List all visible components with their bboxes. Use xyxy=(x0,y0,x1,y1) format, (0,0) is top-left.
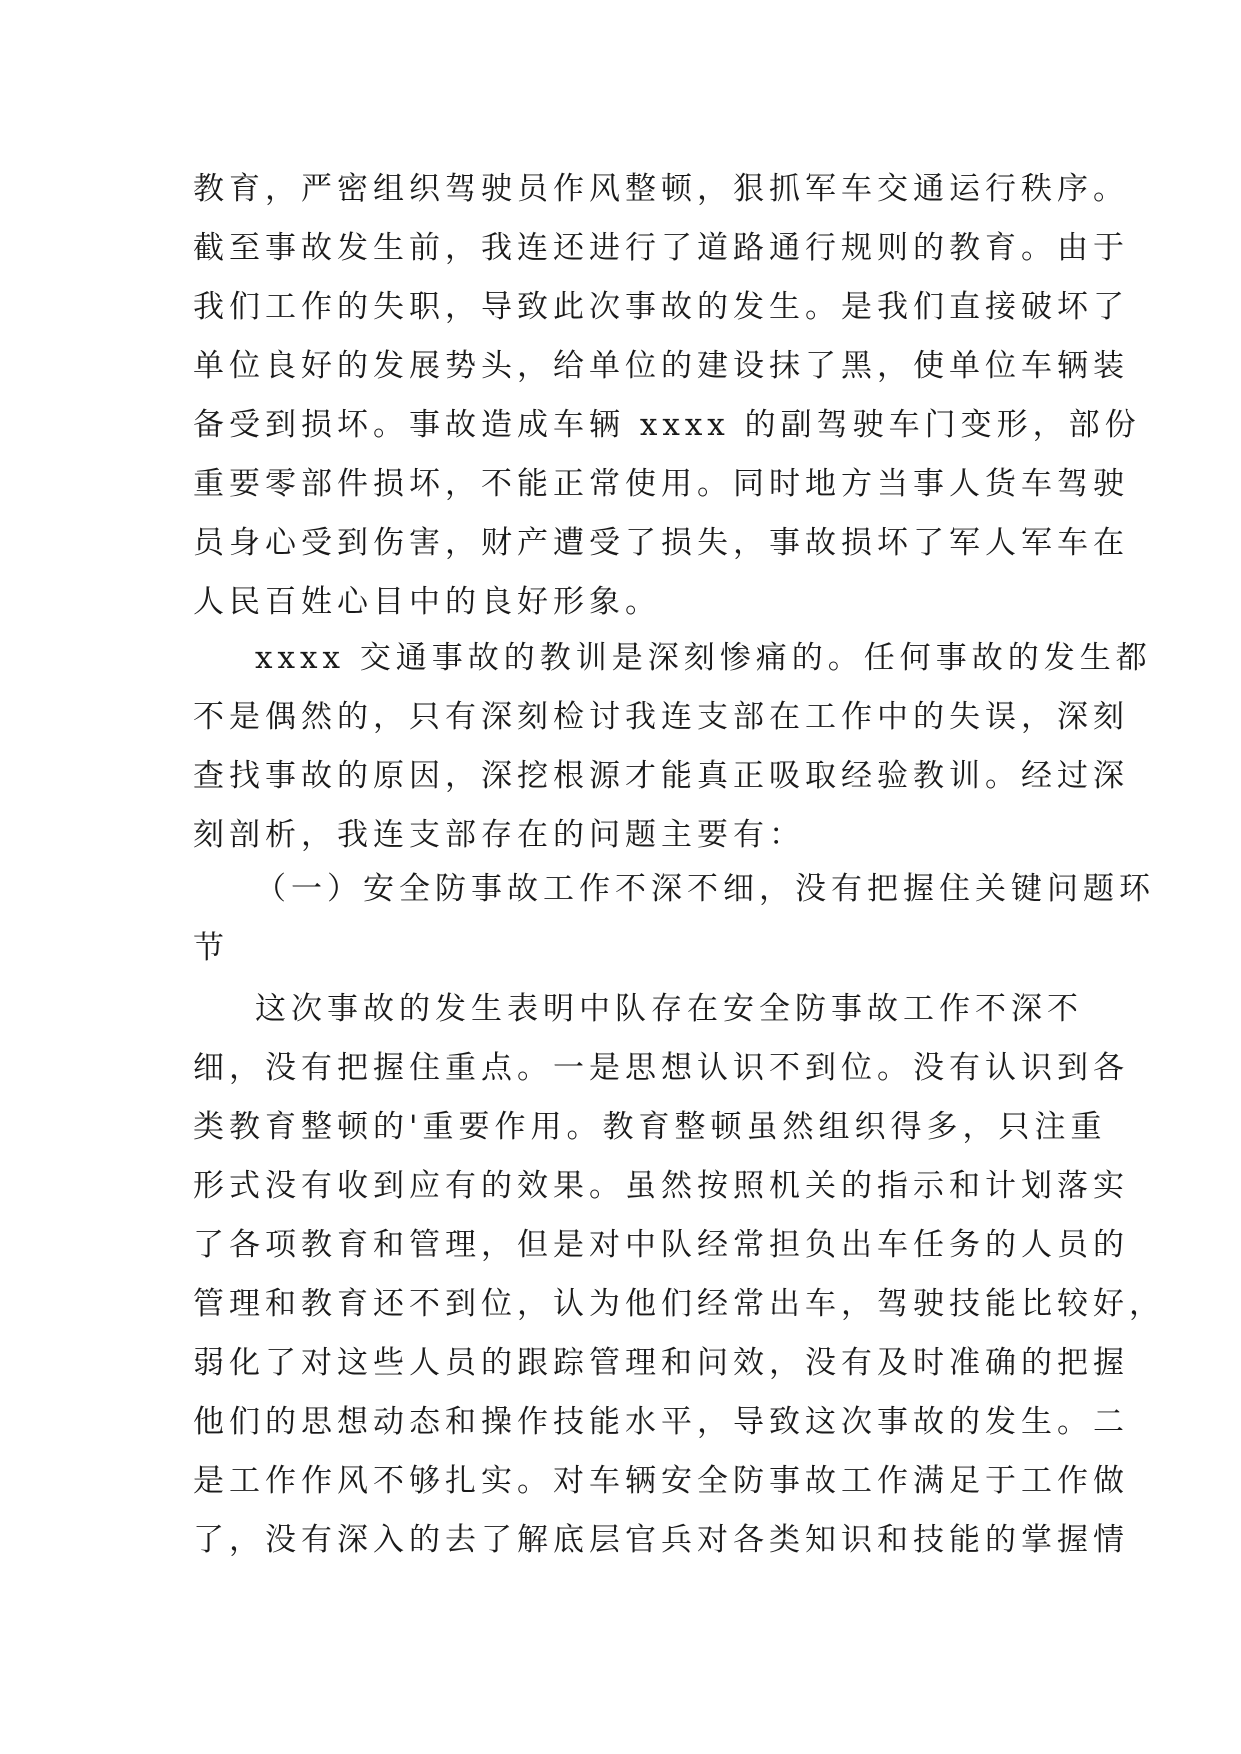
text-line: 了各项教育和管理，但是对中队经常担负出车任务的人员的 xyxy=(193,1227,1129,1263)
text-line: 这次事故的发生表明中队存在安全防事故工作不深不 xyxy=(255,991,1083,1027)
section-heading xyxy=(193,860,1155,978)
text-line: 人民百姓心目中的良好形象。 xyxy=(193,584,661,620)
text-line: 类教育整顿的'重要作用。教育整顿虽然组织得多，只注重 xyxy=(193,1109,1107,1145)
text-line: 员身心受到伤害，财产遭受了损失，事故损坏了军人军车在 xyxy=(193,525,1129,561)
text-line: 重要零部件损坏，不能正常使用。同时地方当事人货车驾驶 xyxy=(193,466,1129,502)
text-line: 单位良好的发展势头，给单位的建设抹了黑，使单位车辆装 xyxy=(193,348,1129,384)
text-line: 备受到损坏。事故造成车辆 xxxx 的副驾驶车门变形，部份 xyxy=(193,407,1141,443)
text-line: 刻剖析，我连支部存在的问题主要有： xyxy=(193,817,805,853)
text-line: 了，没有深入的去了解底层官兵对各类知识和技能的掌握情 xyxy=(193,1522,1129,1558)
paragraph xyxy=(193,160,1141,632)
text-line: （一）安全防事故工作不深不细，没有把握住关键问题环 xyxy=(255,871,1155,907)
text-line: 他们的思想动态和操作技能水平，导致这次事故的发生。二 xyxy=(193,1404,1129,1440)
text-line: 我们工作的失职，导致此次事故的发生。是我们直接破坏了 xyxy=(193,289,1129,325)
text-line: 细，没有把握住重点。一是思想认识不到位。没有认识到各 xyxy=(193,1050,1129,1086)
text-line: 是工作作风不够扎实。对车辆安全防事故工作满足于工作做 xyxy=(193,1463,1129,1499)
text-line: 形式没有收到应有的效果。虽然按照机关的指示和计划落实 xyxy=(193,1168,1129,1204)
paragraph xyxy=(193,629,1152,865)
text-line: 弱化了对这些人员的跟踪管理和问效，没有及时准确的把握 xyxy=(193,1345,1129,1381)
text-line: 管理和教育还不到位，认为他们经常出车，驾驶技能比较好， xyxy=(193,1286,1165,1322)
paragraph xyxy=(193,980,1165,1570)
text-line: 教育，严密组织驾驶员作风整顿，狠抓军车交通运行秩序。 xyxy=(193,171,1129,207)
text-line: xxxx 交通事故的教训是深刻惨痛的。任何事故的发生都 xyxy=(255,640,1152,676)
text-line: 查找事故的原因，深挖根源才能真正吸取经验教训。经过深 xyxy=(193,758,1129,794)
text-line: 节 xyxy=(193,930,229,966)
text-line: 不是偶然的，只有深刻检讨我连支部在工作中的失误，深刻 xyxy=(193,699,1129,735)
text-line: 截至事故发生前，我连还进行了道路通行规则的教育。由于 xyxy=(193,230,1129,266)
